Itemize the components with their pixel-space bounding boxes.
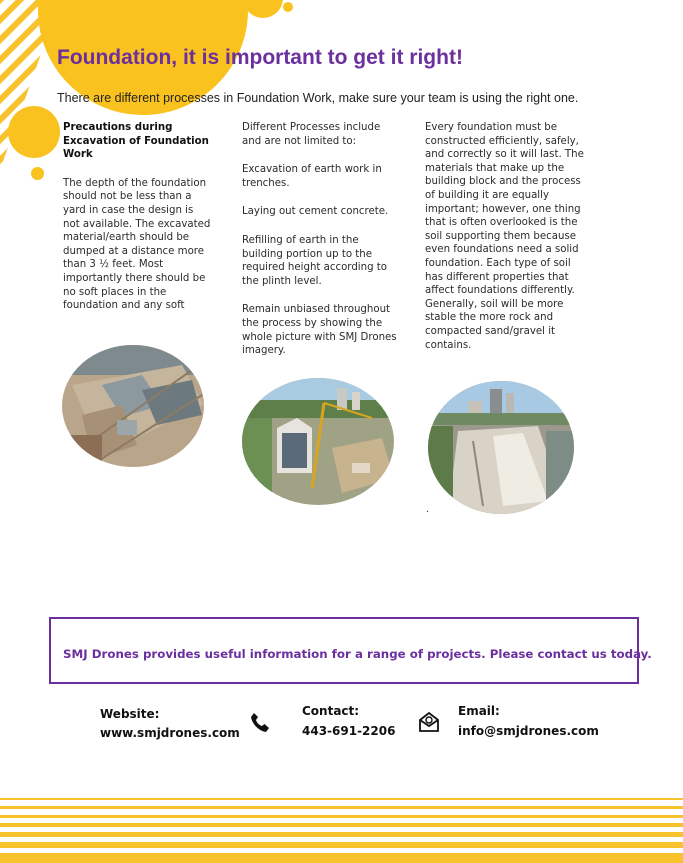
stripe — [0, 823, 683, 827]
precautions-heading: Precautions during Excavation of Foundation Work — [63, 122, 209, 161]
process-item: Laying out cement concrete. — [242, 206, 389, 218]
processes-intro: Different Processes include and are not limited to: — [242, 122, 381, 147]
process-item: Remain unbiased throughout the process by showing the whole picture with SMJ Drones imagery. — [242, 304, 397, 357]
stripe — [0, 798, 683, 800]
photo-excavation-site — [62, 345, 204, 467]
process-item: Excavation of earth work in trenches. — [242, 164, 382, 189]
decor-left-circle — [8, 106, 60, 158]
decor-small-circle-top — [283, 2, 293, 12]
decor-tiny-circle — [31, 167, 44, 180]
column-precautions — [63, 121, 211, 328]
website-link[interactable]: www.smjdrones.com — [100, 726, 240, 740]
page-subtitle: There are different processes in Foundation Work, make sure your team is using the right one. — [57, 91, 579, 105]
photo-construction-building — [242, 378, 394, 505]
cta-text: SMJ Drones provides useful information for a range of projects. Please contact us today. — [63, 647, 652, 661]
stripe — [0, 853, 683, 863]
cta-box — [49, 617, 652, 684]
photo-aerial-site — [428, 381, 574, 514]
process-item: Refilling of earth in the building portion up to the required height according to the plinth level. — [242, 234, 388, 287]
stripe — [0, 842, 683, 848]
website-label: Website: — [100, 707, 160, 721]
email-icon — [418, 711, 440, 738]
precautions-paragraph: The depth of the foundation should not be less than a yard in case the design is not available. The excavated material/earth should be dumped at a distance more than 3 ½ feet. Most importantly there should be no soft places in the foundation and any soft — [63, 177, 211, 312]
soil-paragraph: Every foundation must be constructed efficiently, safely, and correctly so it will last. The materials that make up the building block and the process of building it are equally important; however, one thing that is often overlooked is the soil supporting them because even foundations need a solid foundation. Each type of soil has different properties that affect foundations differently. Generally, soil will be more stable the more rock and compacted sand/gravel it contains. — [425, 122, 584, 351]
phone-icon — [250, 712, 270, 739]
email-label: Email: — [458, 704, 500, 718]
page-title: Foundation, it is important to get it right! — [57, 46, 463, 69]
phone-number[interactable]: 443-691-2206 — [302, 724, 396, 738]
column-processes — [242, 121, 402, 373]
trailing-mark: . — [426, 503, 430, 515]
column-soil — [425, 121, 585, 367]
stripe — [0, 832, 683, 837]
email-link[interactable]: info@smjdrones.com — [458, 724, 599, 738]
stripe — [0, 806, 683, 809]
phone-label: Contact: — [302, 704, 360, 718]
stripe — [0, 815, 683, 818]
